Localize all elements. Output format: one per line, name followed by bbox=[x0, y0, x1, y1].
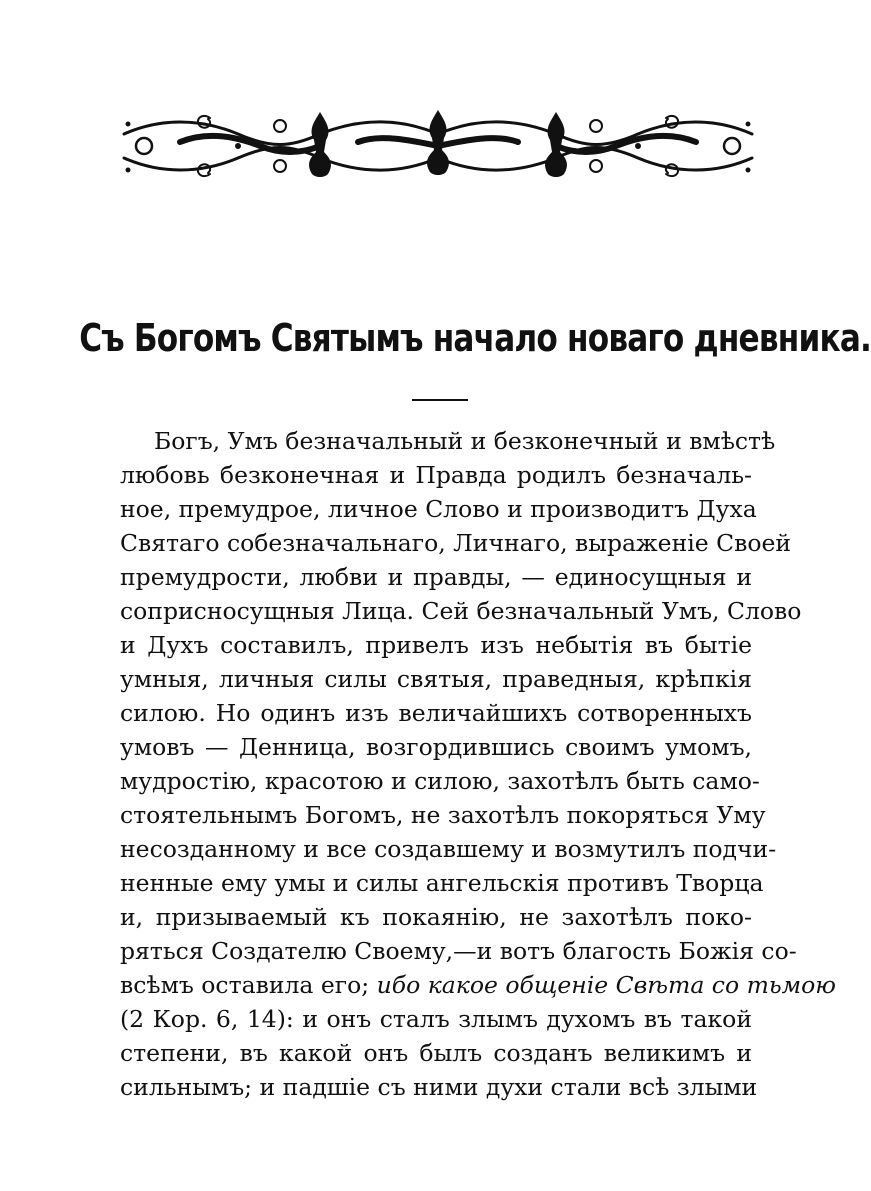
text-line: умныя, личныя силы святыя, праведныя, крѣпкія bbox=[120, 665, 752, 693]
ornamental-headpiece bbox=[120, 104, 756, 188]
text-line: ное, премудрое, личное Слово и производитъ Духа bbox=[120, 495, 757, 523]
title-divider bbox=[412, 399, 468, 401]
page-title: Съ Богомъ Святымъ начало новаго дневника. bbox=[79, 316, 871, 360]
text-line: стоятельнымъ Богомъ, не захотѣлъ покоряться Уму bbox=[120, 801, 766, 829]
text-line-mixed bbox=[120, 968, 836, 1002]
text-line: любовь безконечная и Правда родилъ безначаль- bbox=[120, 461, 752, 489]
text-line: (2 Кор. 6, 14): и онъ сталъ злымъ духомъ въ такой bbox=[120, 1005, 752, 1033]
scripture-quote: ибо какое общеніе Свѣта со тьмою bbox=[376, 971, 836, 999]
text-line: ненные ему умы и силы ангельскія противъ Творца bbox=[120, 869, 764, 897]
text-line: соприсносущныя Лица. Сей безначальный Умъ, Слово bbox=[120, 597, 802, 625]
text-line: и, призываемый къ покаянію, не захотѣлъ поко- bbox=[120, 903, 752, 931]
text-line: премудрости, любви и правды, — единосущныя и bbox=[120, 563, 752, 591]
text-line: мудростію, красотою и силою, захотѣлъ быть само- bbox=[120, 767, 760, 795]
text-line: степени, въ какой онъ былъ созданъ великимъ и bbox=[120, 1039, 752, 1067]
text-line: ряться Создателю Своему,—и вотъ благость Божія со- bbox=[120, 937, 797, 965]
body-text bbox=[120, 424, 836, 1104]
text-line: умовъ — Денница, возгордившись своимъ умомъ, bbox=[120, 733, 752, 761]
text-line: Богъ, Умъ безначальный и безконечный и вмѣстѣ bbox=[154, 427, 776, 455]
text-line: сильнымъ; и падшіе съ ними духи стали всѣ злыми bbox=[120, 1073, 758, 1101]
text-segment: всѣмъ оставила его; bbox=[120, 971, 370, 999]
text-line: несозданному и все создавшему и возмутилъ подчи- bbox=[120, 835, 777, 863]
text-line: и Духъ составилъ, привелъ изъ небытія въ бытіе bbox=[120, 631, 752, 659]
text-line: силою. Но одинъ изъ величайшихъ сотворенныхъ bbox=[120, 699, 752, 727]
text-line: Святаго собезначальнаго, Личнаго, выраженіе Своей bbox=[120, 529, 792, 557]
